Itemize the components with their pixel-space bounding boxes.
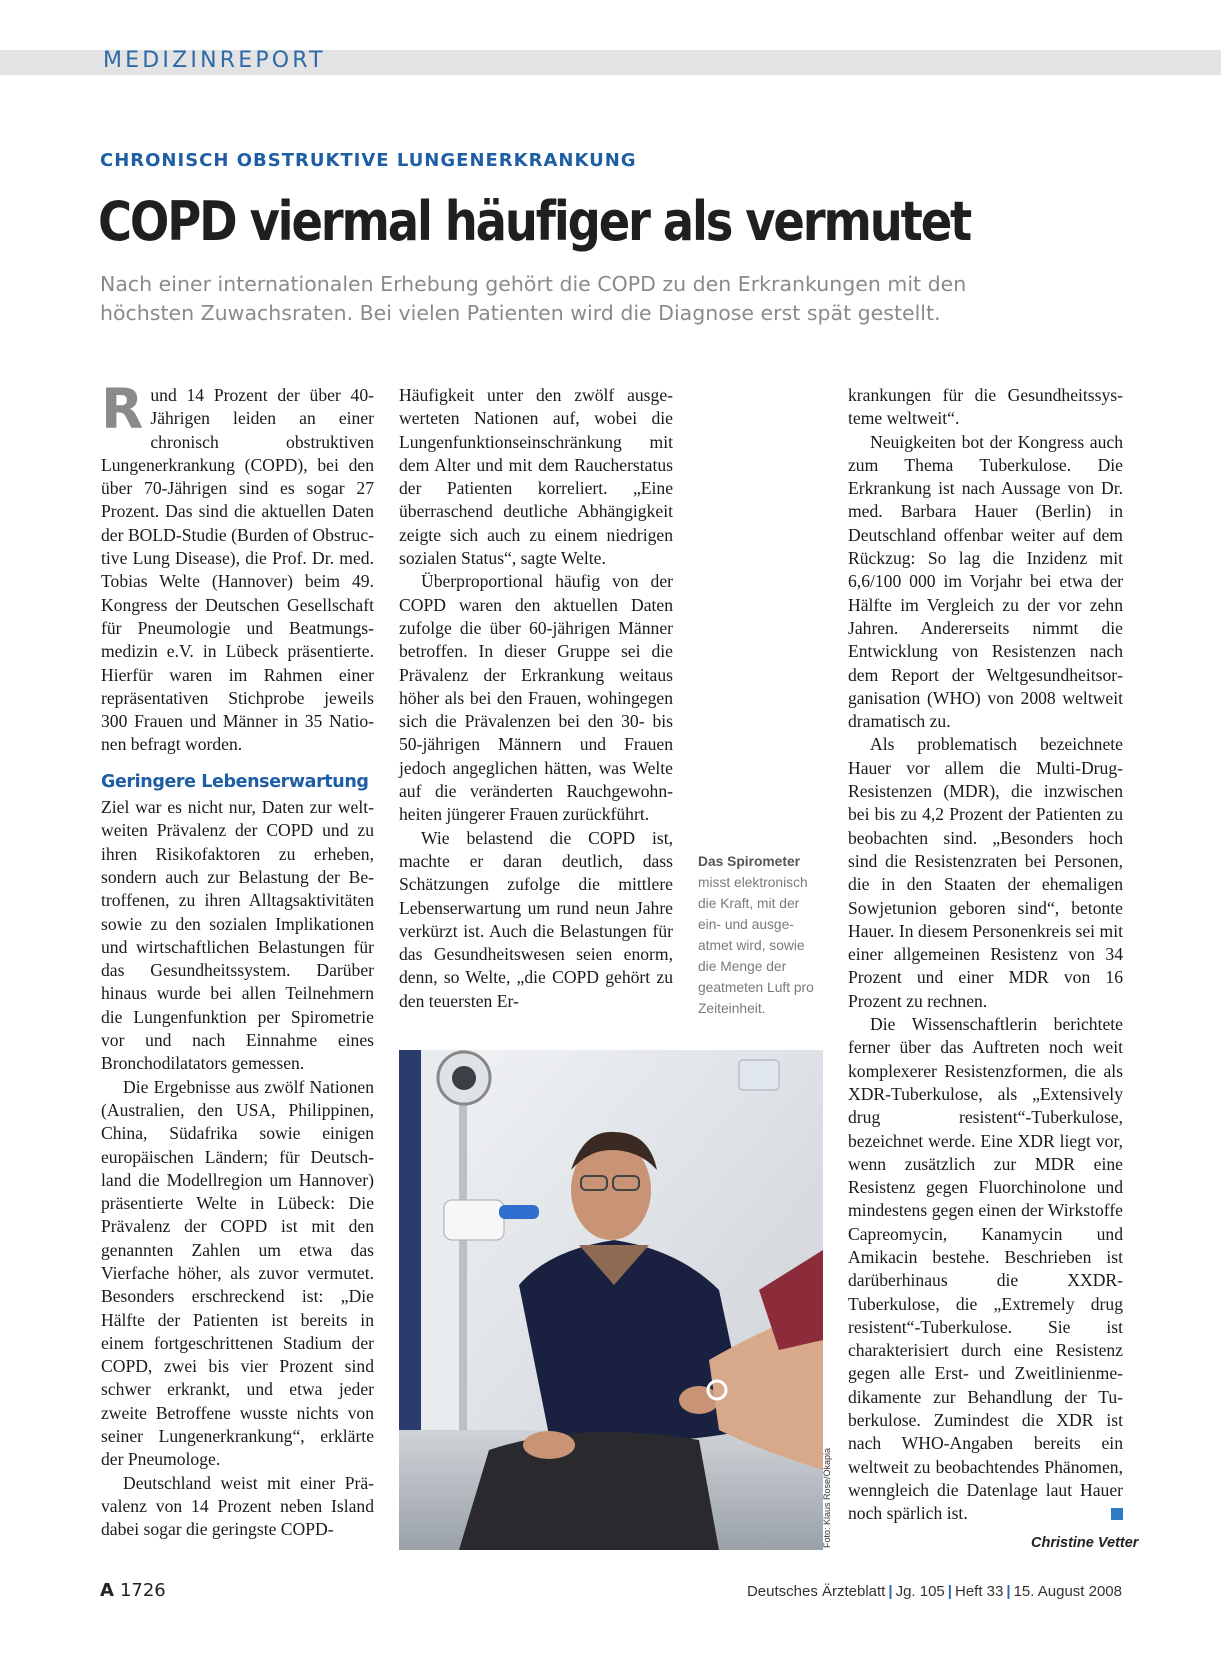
section-label: MEDIZINREPORT [103, 48, 326, 73]
footer-separator: | [888, 1583, 893, 1600]
caption-text: misst elektronisch die Kraft, mit der ein- und ausgeatmet wird, sowie die Menge der geatmeten Luft pro Zeiteinheit. [698, 875, 814, 1016]
paragraph-1-text: und 14 Prozent der über 40-Jährigen leiden an einer chronisch obstruktiven Lungenerkrankung (COPD), bei den über 70-Jährigen sind es sogar 27 Prozent. Das sind die aktuellen Daten der BOLD-Studie (Burden of Obstructive Lung Disease), die Prof. Dr. med. Tobias Welte (Hannover) beim 49. Kongress der Deutschen Gesellschaft für Pneumologie und Beatmungsmedizin e.V. in Lübeck präsentierte. Hierfür waren im Rahmen einer repräsentativen Stichprobe jeweils 300 Frauen und Männer in 35 Nationen befragt worden. [101, 385, 374, 755]
lead-line-1: Nach einer internationalen Erhebung gehört die COPD zu den Erkrankungen mit den [100, 272, 967, 296]
lead-line-2: höchsten Zuwachsraten. Bei vielen Patienten wird die Diagnose erst spät gestellt. [100, 301, 941, 325]
paragraph-11-text: Die Wissenschaftlerin berichtete ferner über das Auftreten noch weit komplexerer Resistenzformen, die als XDR-Tuberkulose, als „Extensively drug resistent“-Tuberkulose, bezeichnet werde. Eine XDR liegt vor, wenn zusätzlich zur MDR eine Resistenz gegen Fluorchinolone und mindestens gegen einen der Wirkstoffe Capreomycin, Kanamycin und Amikacin bestehe. Beschrieben ist darüberhinaus die XXDR-Tuberkulose, die „Extremely drug resistent“-Tuberkulose. Sie ist charakterisiert durch eine Resistenz gegen alle Erst- und Zweitlinienmedikamente zur Behandlung der Tuberkulose. Zumindest die XDR ist nach WHO-Angaben bereits ein weltweit zu beobachtendes Phänomen, wenngleich die Datenlage laut Hauer noch spärlich ist. [848, 1014, 1123, 1524]
article-kicker: CHRONISCH OBSTRUKTIVE LUNGENERKRANKUNG [100, 150, 637, 171]
photo-caption [698, 851, 823, 1019]
dropcap: R [101, 377, 144, 441]
paragraph-4: Deutschland weist mit einer Prävalenz von 14 Prozent neben Island dabei sogar die geringste COPD- [101, 1472, 374, 1540]
paragraph-8: krankungen für die Gesundheitssysteme weltweit“. [848, 385, 1123, 429]
journal-name: Deutsches Ärzteblatt [746, 1583, 886, 1600]
article-lead [100, 270, 1020, 328]
photo-illustration [399, 1050, 823, 1550]
subheading: Geringere Lebenserwartung [101, 771, 369, 792]
paragraph-7: Wie belastend die COPD ist, machte er daran deutlich, dass Schätzungen zufolge die mittlere Lebenserwartung um rund neun Jahre verkürzt ist. Auch die Belastungen für das Gesundheitswesen seien enorm, denn, so Welte, „die COPD gehört zu den teuersten Er- [399, 827, 673, 1011]
page-folio [100, 1580, 166, 1601]
paragraph-9: Neuigkeiten bot der Kongress auch zum Thema Tuberkulose. Die Erkrankung ist nach Aussage von Dr. med. Barbara Hauer (Berlin) in Deutschland offenbar weiter auf dem Rückzug: So lag die Inzidenz mit 6,6/100 000 im Vorjahr bei etwa der Hälfte im Vergleich zu der vor zehn Jahren. Andererseits nimmt die Entwicklung von Resistenzen nach dem Report der Weltgesundheitsorganisation (WHO) von 2008 weltweit dramatisch zu. [848, 431, 1123, 732]
caption-title: Das Spirometer [698, 854, 800, 869]
article-column-3 [848, 384, 1123, 1526]
end-mark-icon [1111, 1508, 1123, 1520]
article-column-2 [399, 384, 673, 1013]
paragraph-1 [101, 377, 374, 757]
footer-separator: | [1006, 1583, 1011, 1600]
article-headline: COPD viermal häufiger als vermutet [98, 190, 971, 253]
paragraph-2: Ziel war es nicht nur, Daten zur weltweiten Prävalenz der COPD und zu ihren Risikofaktoren zu erheben, sondern auch zur Belastung der Betroffenen, zu ihren Alltagsaktivitäten sowie zu den sozialen Implikationen und wirtschaftlichen Belastungen für das Gesundheitssystem. Darüber hinaus wurde bei allen Teilnehmern die Lungenfunktion per Spirometrie vor und nach Einnahme eines Bronchodilatators gemessen. [101, 797, 374, 1074]
paragraph-3: Die Ergebnisse aus zwölf Nationen (Australien, den USA, Philippinen, China, Südafrika sowie einigen europäischen Ländern; für Deutschland die Modellregion um Hannover) präsentierte Welte in Lübeck: Die Prävalenz der COPD ist mit den genannten Zahlen um etwa das Vierfache höher, als zuvor vermutet. Besonders erschreckend ist: „Die Hälfte der Patienten ist bereits in einem fortgeschrittenen Stadium der COPD, zwei bis vier Prozent sind schwer erkrankt, und etwa jeder zweite Betroffene wusste nichts von seiner Lungenerkrankung“, erklärte der Pneumologe. [101, 1076, 374, 1470]
page-prefix: A [100, 1580, 114, 1601]
journal-date: 15. August 2008 [1013, 1583, 1122, 1600]
journal-footer [747, 1583, 1122, 1600]
article-column-1 [101, 377, 374, 1542]
spirometer-photo [399, 1050, 823, 1550]
paragraph-10: Als problematisch bezeichnete Hauer vor allem die Multi-Drug-Resistenzen (MDR), die inzwischen bei bis zu 4,2 Prozent der Patienten zu beobachten sind. „Besonders hoch sind die Resistenzraten bei Personen, die in den Staaten der ehemaligen Sowjetunion geboren sind“, betonte Hauer. In diesem Personenkreis sei mit einer allgemeinen Resistenz von 34 Prozent und einer MDR von 16 Prozent zu rechnen. [848, 734, 1123, 1011]
footer-separator: | [947, 1583, 952, 1600]
journal-issue: Heft 33 [954, 1583, 1004, 1600]
paragraph-6: Überproportional häufig von der COPD waren den aktuellen Daten zufolge die über 60-jährigen Männer betroffen. In dieser Gruppe sei die Prävalenz der Erkrankung weitaus höher als bei den Frauen, wohingegen sich die Prävalenzen bei den 30- bis 50-jährigen Männern und Frauen jedoch angeglichen hätten, was Welte auf die veränderten Rauchgewohnheiten jüngerer Frauen zurückführt. [399, 571, 673, 825]
photo-credit: Foto: Klaus Rose/Okapia [822, 1447, 832, 1548]
page-number: 1726 [119, 1580, 166, 1601]
journal-volume: Jg. 105 [895, 1583, 945, 1600]
paragraph-5: Häufigkeit unter den zwölf ausgewerteten Nationen auf, wobei die Lungenfunktionseinschränkung mit dem Alter und mit dem Raucherstatus der Patienten korreliert. „Eine überraschend deutliche Abhängigkeit zeigte sich auch zu einem niedrigen sozialen Status“, sagte Welte. [399, 385, 673, 569]
author-name: Christine Vetter [1031, 1535, 1139, 1551]
paragraph-11 [848, 1013, 1123, 1526]
